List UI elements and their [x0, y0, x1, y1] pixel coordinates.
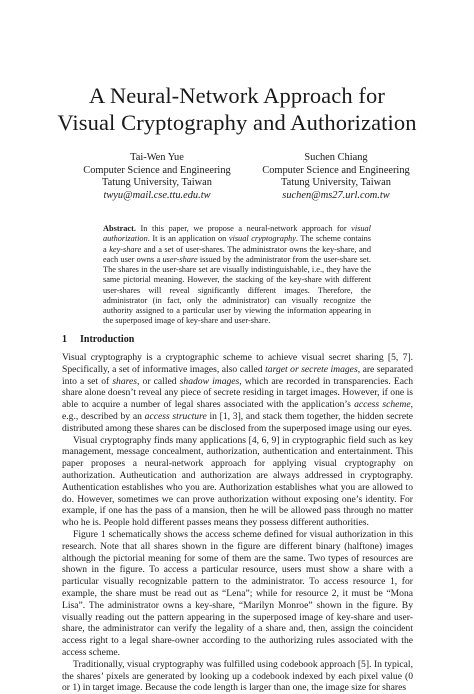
section-title: Introduction [80, 334, 135, 345]
text-run: Visual cryptography is a cryptographic scheme to achieve visual secret sharing [5, 7]. Specifically, a set of informative images, also called [62, 352, 413, 375]
text-emphasis: access structure [144, 410, 207, 422]
section-heading [62, 334, 134, 345]
abstract-term: user-share [162, 254, 198, 264]
author-1 [62, 152, 252, 202]
title-line-1: A Neural-Network Approach for [89, 83, 385, 108]
text-run: , which are recorded in transparencies. Each share alone doesn’t reveal any piece of secrete residing in target images. However, if one is able to acquire a number of legal shares associated with the application’s [62, 375, 414, 411]
text-emphasis: target or secrete images [265, 363, 358, 375]
paragraph-2: Visual cryptography finds many applications [4, 6, 9] in cryptographic field such as key management, message concealment, authorization, authentication and entertainment. This paper proposes a neural-network approach for applying visual cryptography on authorization. Autheutication and authorization are always addressed in cryptography. Authentication establishes who you are. Authorization establishes what you are allowed to do. However, sometimes we can prove authorization without exposing one’s identity. For example, if one has the pass of a mansion, then he will be allowed pass through no matter who he is. People hold different passes means they possess different authorities. [62, 434, 413, 529]
text-emphasis: shares [112, 375, 138, 387]
abstract-term: visual cryptography [228, 234, 296, 244]
author-2 [241, 152, 431, 202]
author-department: Computer Science and Engineering [83, 164, 231, 176]
author-name: Suchen Chiang [304, 152, 368, 163]
text-run: , or called [137, 375, 177, 387]
author-email: suchen@ms27.url.com.tw [282, 189, 390, 201]
author-university: Tatung University, Taiwan [102, 177, 212, 188]
author-university: Tatung University, Taiwan [281, 177, 391, 188]
text-emphasis: shadow images [179, 375, 240, 387]
author-email: twyu@mail.cse.ttu.edu.tw [103, 189, 211, 201]
abstract-label: Abstract. [103, 224, 136, 233]
abstract-term: visual authorization [103, 224, 371, 244]
text-run: in [1, 3], and stack them together, the hidden secrete distributed among these shares can be disclosed from the superposed image using our eyes. [62, 410, 414, 434]
abstract [103, 224, 371, 327]
body-text [62, 352, 413, 694]
abstract-text: In this paper, we propose a neural-network approach for [140, 224, 347, 233]
paragraph-3: Figure 1 schematically shows the access scheme defined for visual authorization in this research. Note that all shares shown in the figure are different binary (halftone) images although the pictorial meaning for some of them are the same. Two types of resources are shown in the figure. To access a particular resource, users must show a share with a particular visually recognizable pattern to the administrator. To access resource 1, for example, the share must be read out as “Lena”; while for resource 2, it must be “Mona Lisa”. The administrator owns a key-share, “Marilyn Monroe” shown in the figure. By visually reading out the pattern appearing in the superposed image of key-share and user-share, the administrator can verify the legality of a share and, then, assign the coincident access right to a legal share-owner according to the authorizing rules associated with the access scheme. [62, 528, 413, 658]
section-number: 1 [62, 334, 67, 345]
paper-title [0, 82, 474, 136]
paragraph-1 [62, 352, 413, 435]
title-line-2: Visual Cryptography and Authorization [57, 110, 417, 135]
abstract-text: and a set of user-shares. The administrator owns the key-share, and each user owns a [103, 244, 371, 264]
abstract-term: key-share [109, 244, 142, 254]
abstract-text: . The scheme contains a [103, 234, 371, 254]
author-name: Tai-Wen Yue [130, 152, 184, 163]
author-department: Computer Science and Engineering [262, 164, 410, 176]
text-emphasis: access scheme [354, 399, 411, 411]
text-run: , e.g., described by an [62, 399, 413, 422]
abstract-text: . It is an application on [147, 234, 227, 244]
text-run: , are separated into a set of [62, 363, 413, 387]
abstract-text: issued by the administrator from the user-share set. The shares in the user-share set are visually indistinguishable, i.e., they have the same pictorial meaning. However, the stacking of the key-share with different user-shares will reveal significantly different images. Therefore, the administrator (in fact, only the administrator) can visually recognize the authority assigned to a particular user by viewing the information appearing in the superposed image of key-share and user-share. [103, 254, 371, 326]
paragraph-4: Traditionally, visual cryptography was fulfilled using codebook approach [5]. In typical, the shares’ pixels are generated by looking up a codebook indexed by each pixel value (0 or 1) in target image. Because the code length is larger than one, the image size for shares [62, 658, 413, 694]
